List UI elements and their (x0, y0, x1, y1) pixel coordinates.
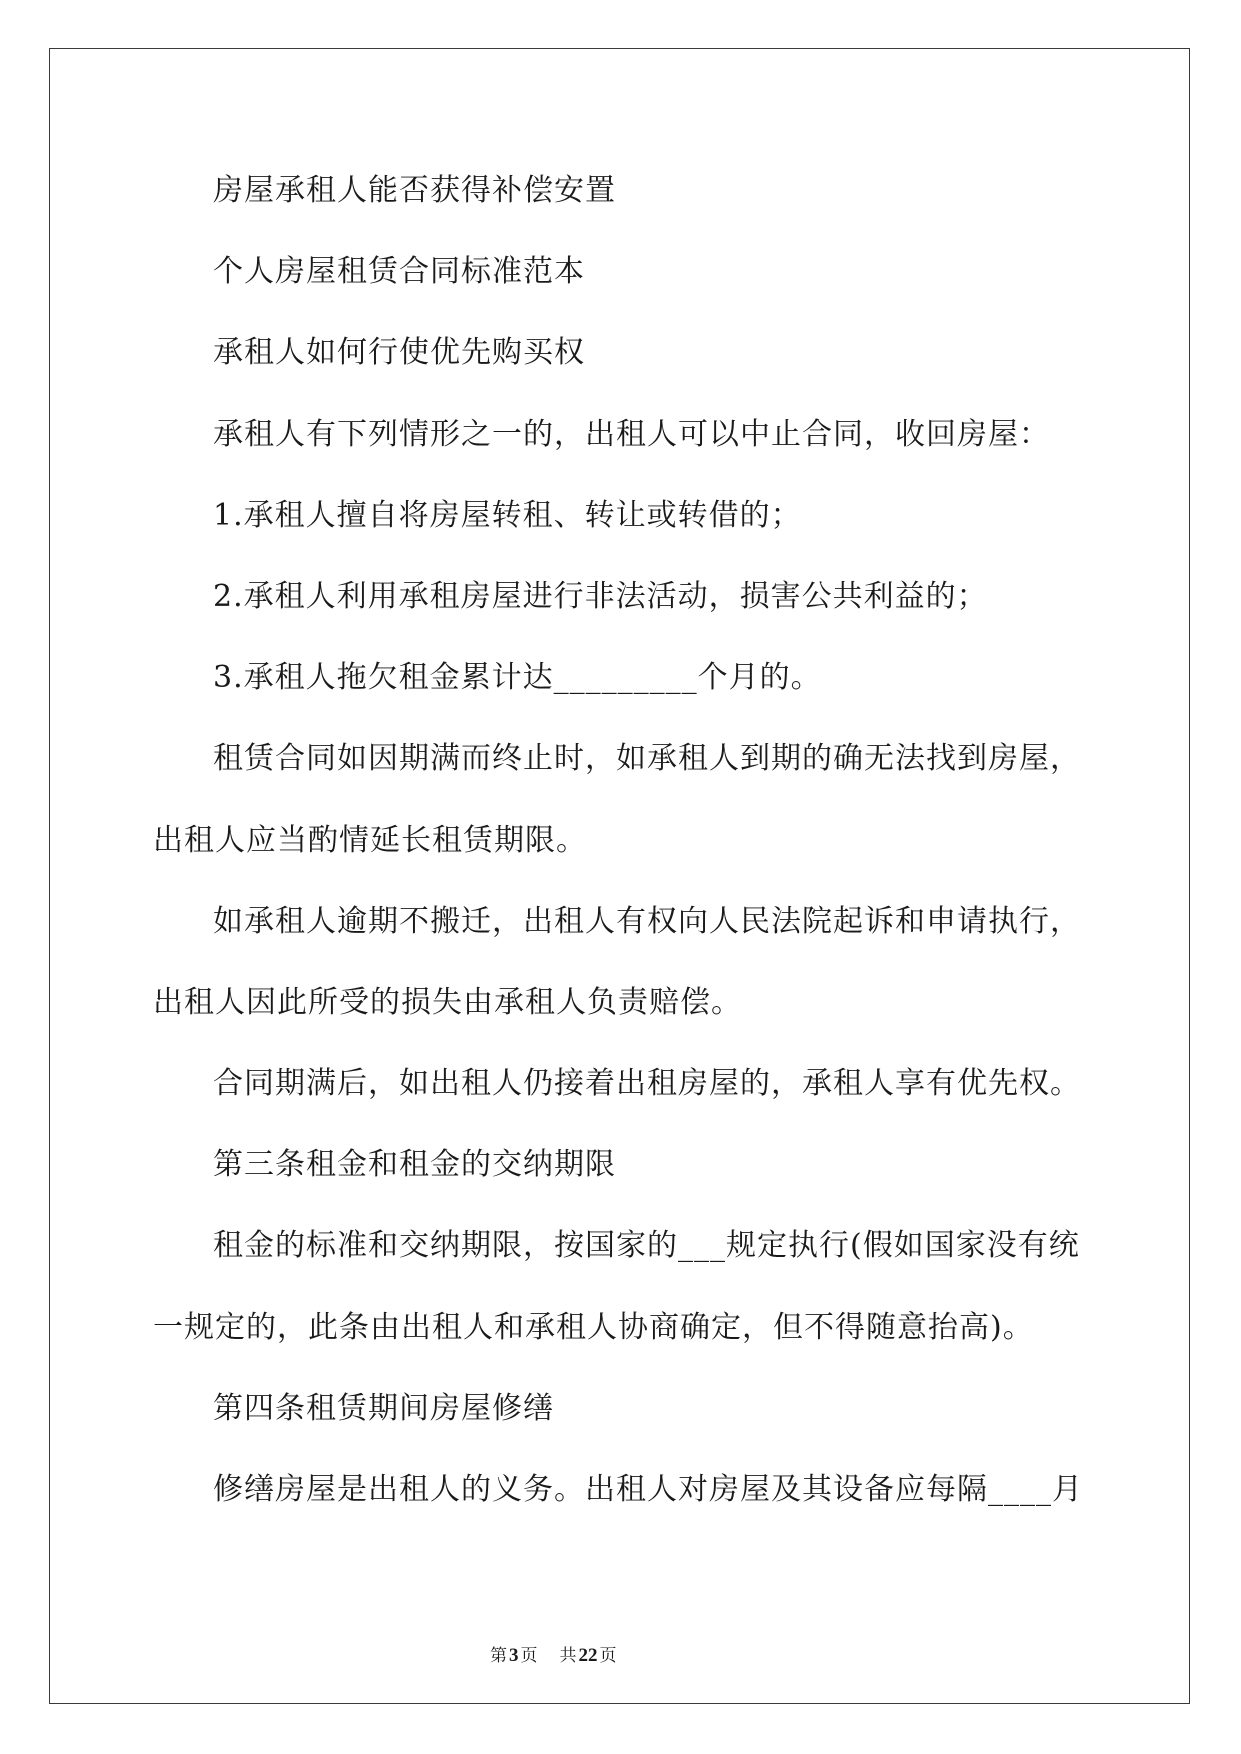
text-line: 3.承租人拖欠租金累计达_________个月的。 (213, 660, 822, 696)
section-heading (153, 1124, 1133, 1205)
paragraph (153, 150, 1133, 231)
text-line: 承租人有下列情形之一的，出租人可以中止合同，收回房屋： (213, 416, 1050, 452)
section-heading (153, 1368, 1133, 1449)
list-item (153, 637, 1133, 718)
list-item (153, 556, 1133, 637)
text-line: 合同期满后，如出租人仍接着出租房屋的，承租人享有优先权。 (213, 1066, 1081, 1102)
list-item (153, 475, 1133, 556)
text-line: 房屋承租人能否获得补偿安置 (213, 173, 616, 208)
paragraph (153, 312, 1133, 393)
document-body (153, 150, 1133, 1530)
paragraph (153, 718, 1133, 880)
text-line: 承租人如何行使优先购买权 (213, 335, 585, 371)
paragraph (153, 1043, 1133, 1124)
footer-total-prefix: 共 (559, 1646, 577, 1666)
text-line: 修缮房屋是出租人的义务。出租人对房屋及其设备应每隔____月 (213, 1472, 1083, 1507)
text-line: 1.承租人擅自将房屋转租、转让或转借的； (213, 497, 802, 533)
text-line: 个人房屋租赁合同标准范本 (213, 254, 585, 290)
text-line: 租赁合同如因期满而终止时，如承租人到期的确无法找到房屋， (213, 741, 1081, 777)
text-line: 出租人因此所受的损失由承租人负责赔偿。 (153, 984, 742, 1020)
text-line: 租金的标准和交纳期限，按国家的___规定执行(假如国家没有统 (213, 1228, 1080, 1264)
text-line: 一规定的，此条由出租人和承租人协商确定，但不得随意抬高)。 (153, 1309, 1034, 1345)
footer-page-prefix: 第 (490, 1646, 507, 1666)
text-line: 2.承租人利用承租房屋进行非法活动，损害公共利益的； (213, 578, 988, 614)
paragraph (153, 881, 1133, 1043)
page-footer (490, 1645, 617, 1667)
footer-total-suffix: 页 (599, 1646, 617, 1666)
current-page-number: 3 (509, 1645, 519, 1666)
text-line: 第三条租金和租金的交纳期限 (213, 1147, 616, 1183)
paragraph (153, 1449, 1133, 1530)
total-pages-number: 22 (578, 1645, 598, 1666)
footer-page-suffix: 页 (520, 1646, 538, 1666)
text-line: 第四条租赁期间房屋修缮 (213, 1390, 554, 1426)
paragraph (153, 1205, 1133, 1367)
paragraph (153, 394, 1133, 475)
text-line: 出租人应当酌情延长租赁期限。 (153, 822, 587, 858)
paragraph (153, 231, 1133, 312)
text-line: 如承租人逾期不搬迁，出租人有权向人民法院起诉和申请执行， (213, 903, 1081, 939)
